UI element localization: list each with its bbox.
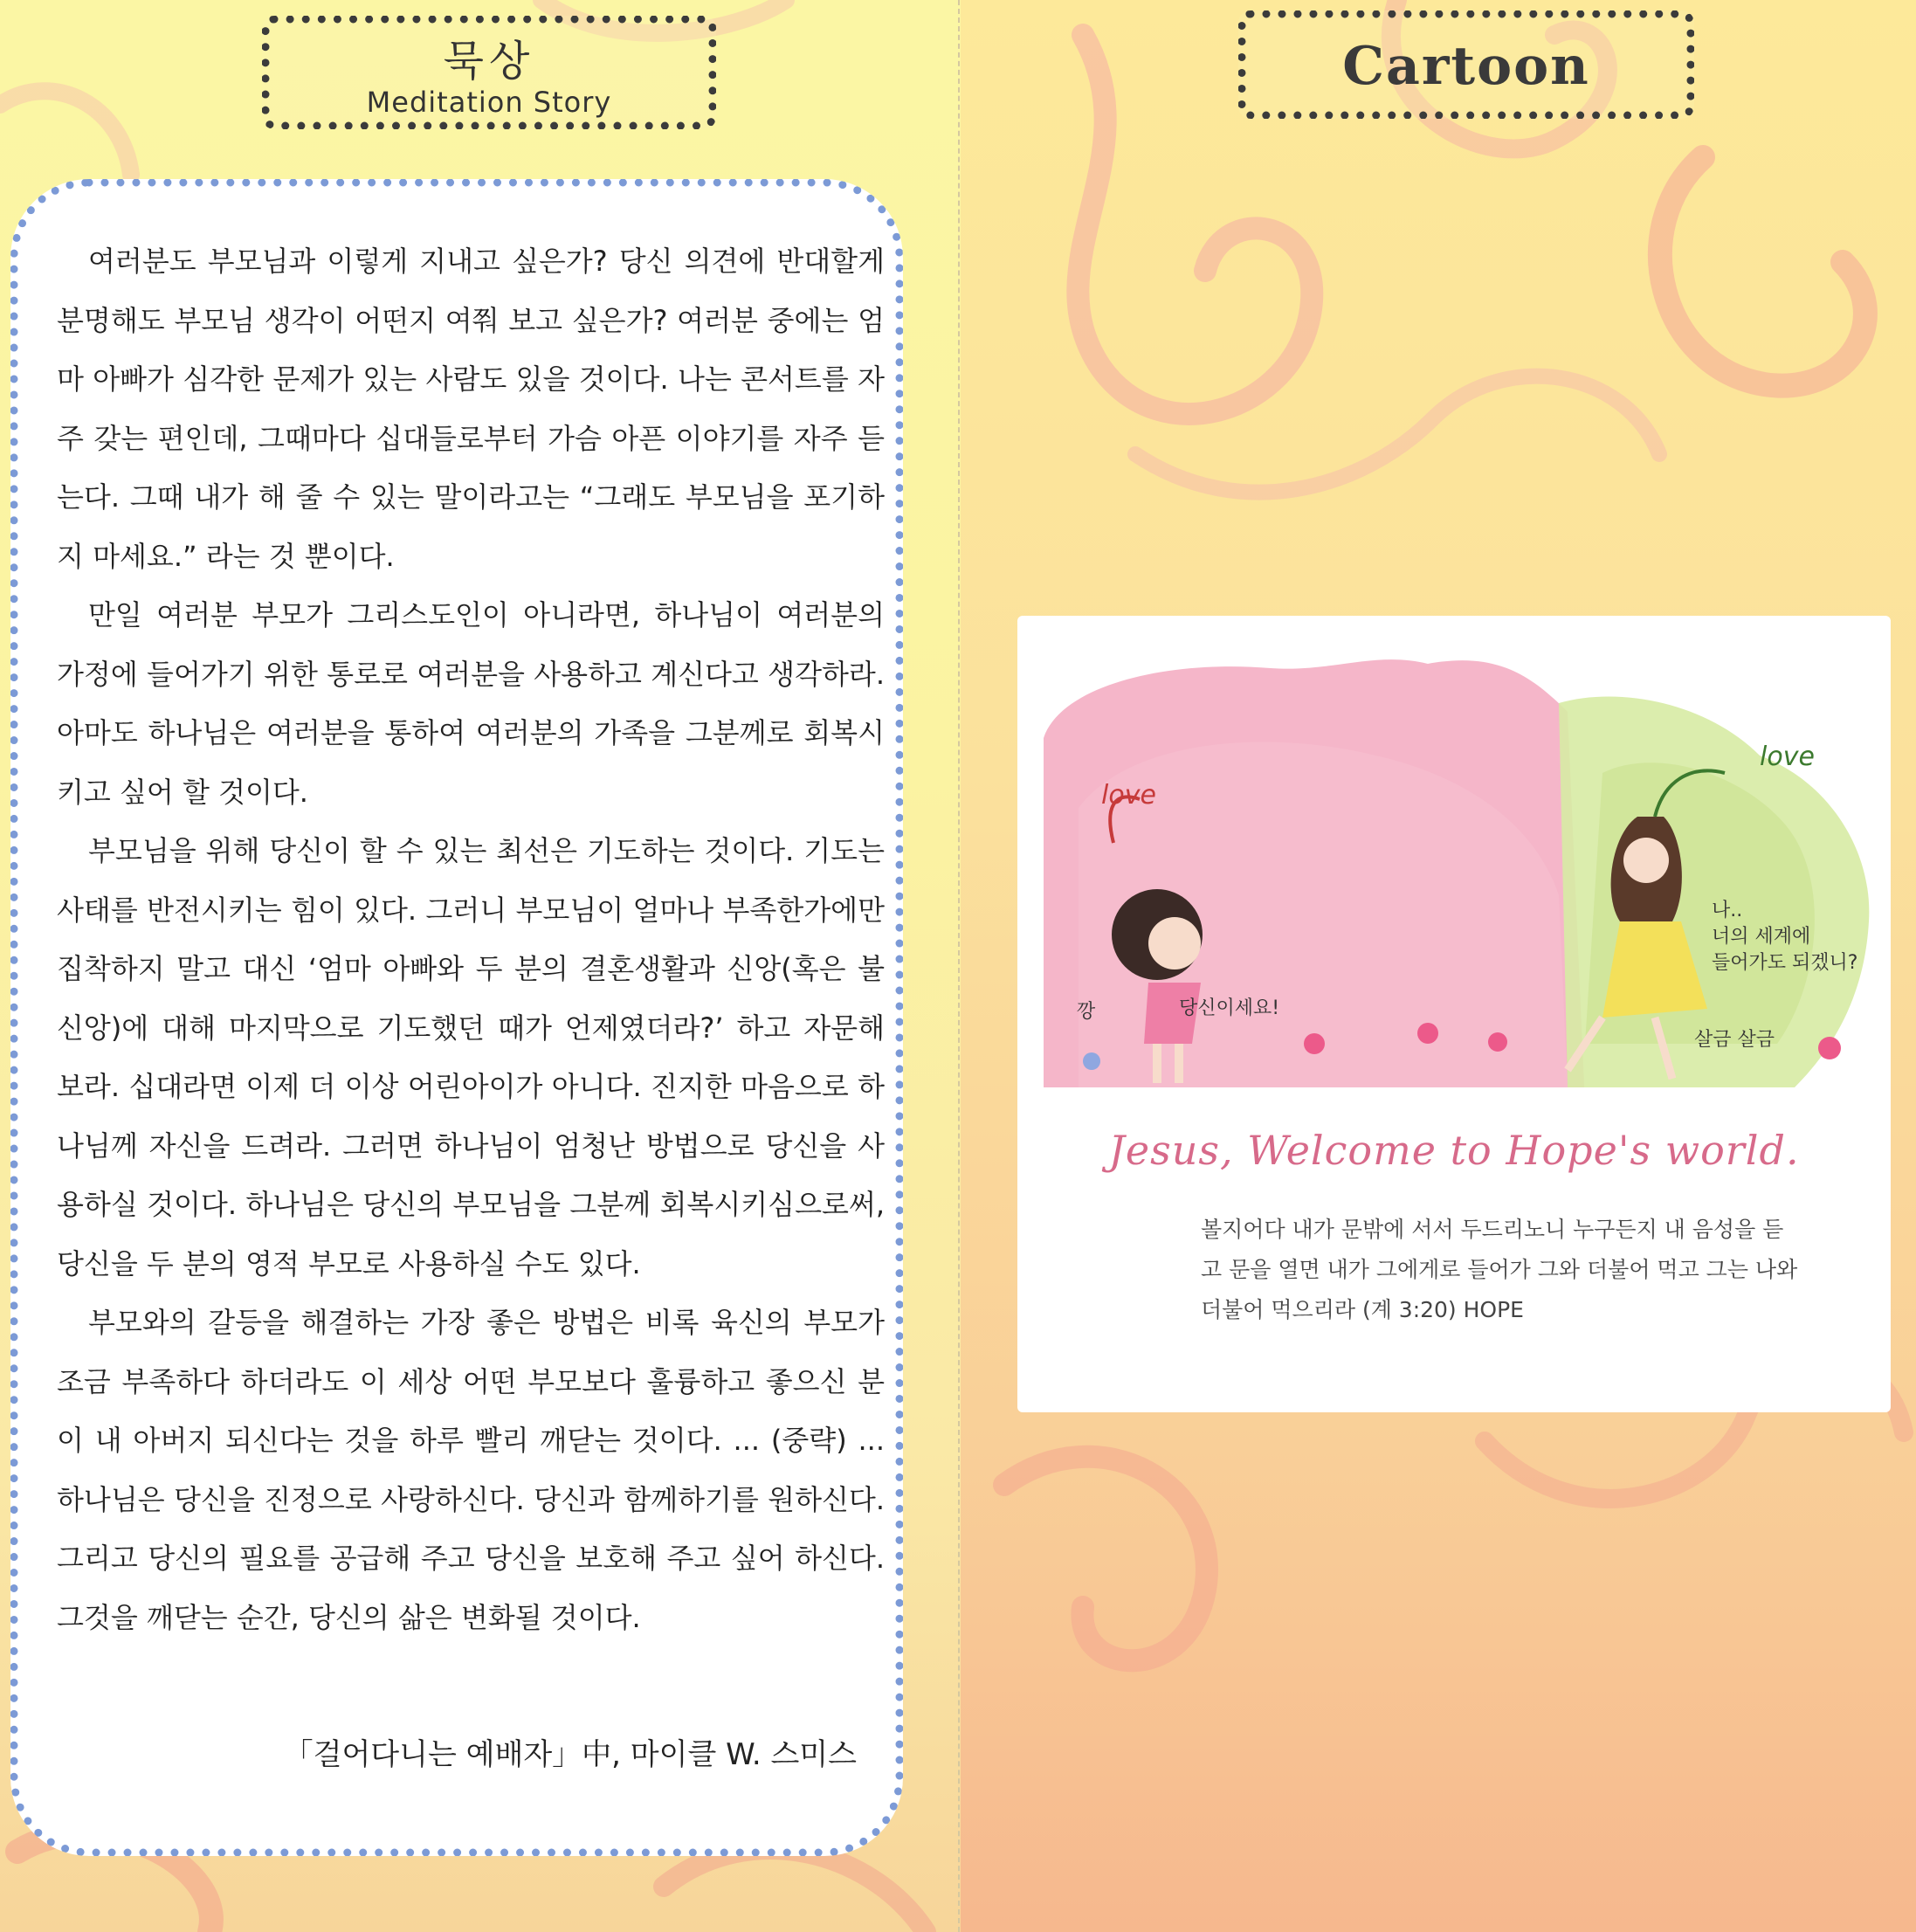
love-word-left: love [1101,780,1156,811]
story-paragraph: 여러분도 부모님과 이렇게 지내고 싶은가? 당신 의견에 반대할게 분명해도 부모님 생각이 어떤지 여쭤 보고 싶은가? 여러분 중에는 엄마 아빠가 심각한 문제가 있는 사람도 있을 것이다. 나는 콘서트를 자주 갖는 편인데, 그때마다 십대들로부터 가슴 아픈 이야기를 자주 듣는다. 그때 내가 해 줄 수 있는 말이라고는 “그래도 부모님을 포기하지 마세요.” 라는 것 뿐이다. [57,245,885,573]
story-attribution: 「걸어다니는 예배자」中, 마이클 W. 스미스 [283,1737,857,1772]
story-paragraph: 만일 여러분 부모가 그리스도인이 아니라면, 하나님이 여러분의 가정에 들어가기 위한 통로로 여러분을 사용하고 계신다고 생각하라. 아마도 하나님은 여러분을 통하여 여러분의 가족을 그분께로 회복시키고 싶어 할 것이다. [57,598,885,809]
cartoon-caption-title: Jesus, Welcome to Hope's world. [1108,1127,1800,1174]
meditation-header [262,16,716,129]
love-word-right: love [1760,742,1815,772]
story-paragraph: 부모님을 위해 당신이 할 수 있는 최선은 기도하는 것이다. 기도는 사태를 반전시키는 힘이 있다. 그러니 부모님이 얼마나 부족한가에만 집착하지 말고 대신 ‘엄마 아빠와 두 분의 결혼생활과 신앙(혹은 불신앙)에 대해 마지막으로 기도했던 때가 언제였더라?’ 하고 자문해 보라. 십대라면 이제 더 이상 어린아이가 아니다. 진지한 마음으로 하나님께 자신을 드려라. 그러면 하나님이 엄청난 방법으로 당신을 사용하실 것이다. 하나님은 당신의 부모님을 그분께 회복시키심으로써, 당신을 두 분의 영적 부모로 사용하실 수도 있다. [57,834,885,1280]
meditation-story-box [10,179,903,1856]
story-text [57,232,885,1647]
meditation-title-korean: 묵상 [443,37,535,86]
cartoon-title: Cartoon [1342,36,1590,97]
story-paragraph: 부모와의 갈등을 해결하는 가장 좋은 방법은 비록 육신의 부모가 조금 부족하다 하더라도 이 세상 어떤 부모보다 훌륭하고 좋으신 분이 내 아버지 되신다는 것을 하루 빨리 깨닫는 것이다. ... (중략) ... 하나님은 당신을 진정으로 사랑하신다. 당신과 함께하기를 원하신다. 그리고 당신의 필요를 공급해 주고 당신을 보호해 주고 싶어 하신다. 그것을 깨닫는 순간, 당신의 삶은 변화될 것이다. [57,1306,885,1634]
cartoon-header [1238,10,1694,119]
girl-right-speech-line-1: 나.. [1712,900,1743,921]
girl-left-sound: 깡 [1077,1001,1096,1023]
cartoon-card [1017,616,1891,1412]
page-fold-line [958,0,960,1932]
girl-right-speech-line-2: 너의 세계에 [1712,926,1811,948]
meditation-title-english: Meditation Story [366,86,612,119]
cartoon-caption-verse: 볼지어다 내가 문밖에 서서 두드리노니 누구든지 내 음성을 듣고 문을 열면 내가 그에게로 들어가 그와 더불어 먹고 그는 나와 더불어 먹으리라 (계 3:20) HOPE [1201,1217,1798,1322]
girl-right-speech-line-3: 들어가도 되겠니? [1712,952,1858,974]
girl-right-sound: 살금 살금 [1694,1029,1775,1051]
girl-left-speech: 당신이세요! [1179,997,1280,1019]
